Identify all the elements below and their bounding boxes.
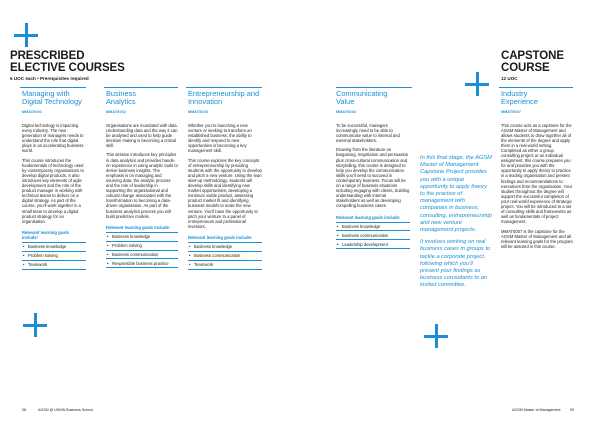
course-code: MMAT5001 <box>22 110 43 115</box>
course-title: Industry Experience <box>501 89 538 107</box>
course-paragraph: MMAT5007 is the capstone for the AGSM Master of Management and all relevant learning goals for the program will be assured in this course. <box>501 228 573 250</box>
goals-list <box>106 232 178 269</box>
course-code: MMAT5002 <box>106 110 127 115</box>
right-header-title: CAPSTONE COURSE <box>501 50 564 74</box>
course-code: MMAT5003 <box>188 110 209 115</box>
list-item: • Business knowledge <box>188 243 262 252</box>
footer-page-number-left: 58 <box>22 408 26 412</box>
course-code: MMAT5007 <box>501 110 522 115</box>
right-header <box>501 50 564 81</box>
list-item: • Leadership development <box>336 240 410 249</box>
divider <box>336 87 412 88</box>
course-column <box>336 90 410 249</box>
course-paragraph: This course explores the key concepts of entrepreneurship by providing students with the opportunity to develop and pitch a new venture. Using the lean start-up methodology, students will develop skills and identifying new market opportunities, developing a minimum viable product, assessing product market fit and identifying business models to scale the new venture. You’ll have the opportunity to pitch your venture to a panel of entrepreneurs and professional investors. <box>188 157 262 229</box>
course-paragraph: This course introduces the fundamentals of technology used by contemporary organisations to develop digital products. It also introduces key elements of agile development and the role of the product manager in working with technical teams to deliver on a digital strategy. As part of the course, you’ll work together in a small team to develop a digital product strategy for an organisation. <box>22 157 84 224</box>
course-paragraph: Organisations are inundated with data. Understanding data and the way it can be analysed and used to help guide decision making is becoming a critical skill. <box>106 122 178 148</box>
goals-label: Relevant learning goals include: <box>336 214 401 220</box>
list-item: • Business communication <box>188 252 262 261</box>
divider <box>186 87 262 88</box>
goals-list <box>188 242 262 270</box>
goals-label: Relevant learning goals include: <box>188 234 253 240</box>
list-item: • Business knowledge <box>22 243 86 252</box>
plus-icon-top-right <box>465 72 489 96</box>
left-header <box>10 50 125 81</box>
plus-icon-bottom-right <box>424 324 448 348</box>
course-paragraph: This course acts as a capstone for the AGSM Master of Management and allows students to draw together all of the elements of the degree and apply them in a real-world setting. Completed as either a group consulting project or an individual assignment, this course prepares you for and provides you with the opportunity to apply theory to practice in a leading organisation and present findings and recommendations to executives from the organisation. Your studies throughout the degree will support the successful completion of your real-world experience of strategic project. You will be introduced to a set of consulting skills and frameworks as well as fundamentals of project management. <box>501 122 572 225</box>
plus-icon-top-left <box>14 23 38 47</box>
plus-icon-bottom-left <box>23 313 47 337</box>
course-paragraph: Whether you’re launching a new venture or seeking to transform an established business, the ability to identify and respond to new opportunities is becoming a key management skill. <box>188 122 252 153</box>
list-item: • Teamwork <box>22 261 86 270</box>
footer-text-right: AGSM Master of Management <box>512 408 561 412</box>
divider <box>20 87 86 88</box>
right-header-subtitle: 12 UOC <box>501 76 518 81</box>
course-column <box>501 90 573 254</box>
list-item: • Business knowledge <box>336 223 410 232</box>
goals-list <box>336 222 410 250</box>
left-header-title: PRESCRIBED ELECTIVE COURSES <box>10 50 125 74</box>
list-item: • Business communication <box>336 231 410 240</box>
quote-paragraph: In this final stage, the AGSM Master of Management Capstone Project provides you with a unique opportunity to apply theory to the practice of management with companies in business, consulting, entrepreneurship and new venture management projects. <box>420 155 492 234</box>
course-paragraph: To be successful, managers increasingly need to be able to communicate value to internal and external stakeholders. <box>336 122 400 143</box>
list-item: • Problem solving <box>106 242 178 251</box>
goals-label: Relevant learning goals include: <box>22 229 70 240</box>
list-item: • Business knowledge <box>106 233 178 242</box>
list-item: • Teamwork <box>188 261 262 270</box>
course-title: Entrepreneurship and Innovation <box>188 89 260 107</box>
goals-label: Relevant learning goals include: <box>106 224 171 230</box>
pull-quote <box>420 155 492 295</box>
divider <box>499 87 573 88</box>
goals-list <box>22 242 86 270</box>
course-column <box>188 90 262 270</box>
course-code: MMAT5004 <box>336 110 357 115</box>
course-paragraph: Digital technology is impacting every industry. The next generation of managers needs to understand the role that digital plays in an accelerating business world. <box>22 122 84 153</box>
left-header-subtitle: 6 UOC each • Prerequisites required <box>10 76 89 81</box>
course-column <box>106 90 178 268</box>
list-item: • Responsible business practice <box>106 259 178 268</box>
list-item: • Problem solving <box>22 252 86 261</box>
course-title: Managing with Digital Technology <box>22 89 82 107</box>
course-paragraph: Drawing from the literature on bargaining, negotiation and persuasion plus cross-cultural communication and storytelling, this course is designed to help you develop the communication skills you’ll need to succeed in contemporary business. Focus will be on a range of business situations including engaging with clients, building understanding with internal stakeholders as well as developing compelling business cases. <box>336 147 410 209</box>
course-title: Business Analytics <box>106 89 136 107</box>
course-title: Communicating Value <box>336 89 388 107</box>
list-item: • Business communication <box>106 251 178 260</box>
course-column <box>22 90 86 270</box>
footer-text-left: AGSM @ UNSW Business School <box>38 408 93 412</box>
course-paragraph: This session introduces key principles in data analytics and provides hands-on experience in using analytic tools to derive business insights. The emphasis is on managing and sourcing data, the analytic process and the role of leadership in supporting the organisational and cultural change associated with the transformation to becoming a data-driven organisation. As part of the business analytics process you will build predictive models. <box>106 152 178 219</box>
footer-page-number-right: 59 <box>570 408 574 412</box>
divider <box>104 87 178 88</box>
quote-paragraph: It involves working on real business cases in groups to tackle a corporate project, following which you’ll present your findings as business consultants to an invited committee. <box>420 239 491 289</box>
